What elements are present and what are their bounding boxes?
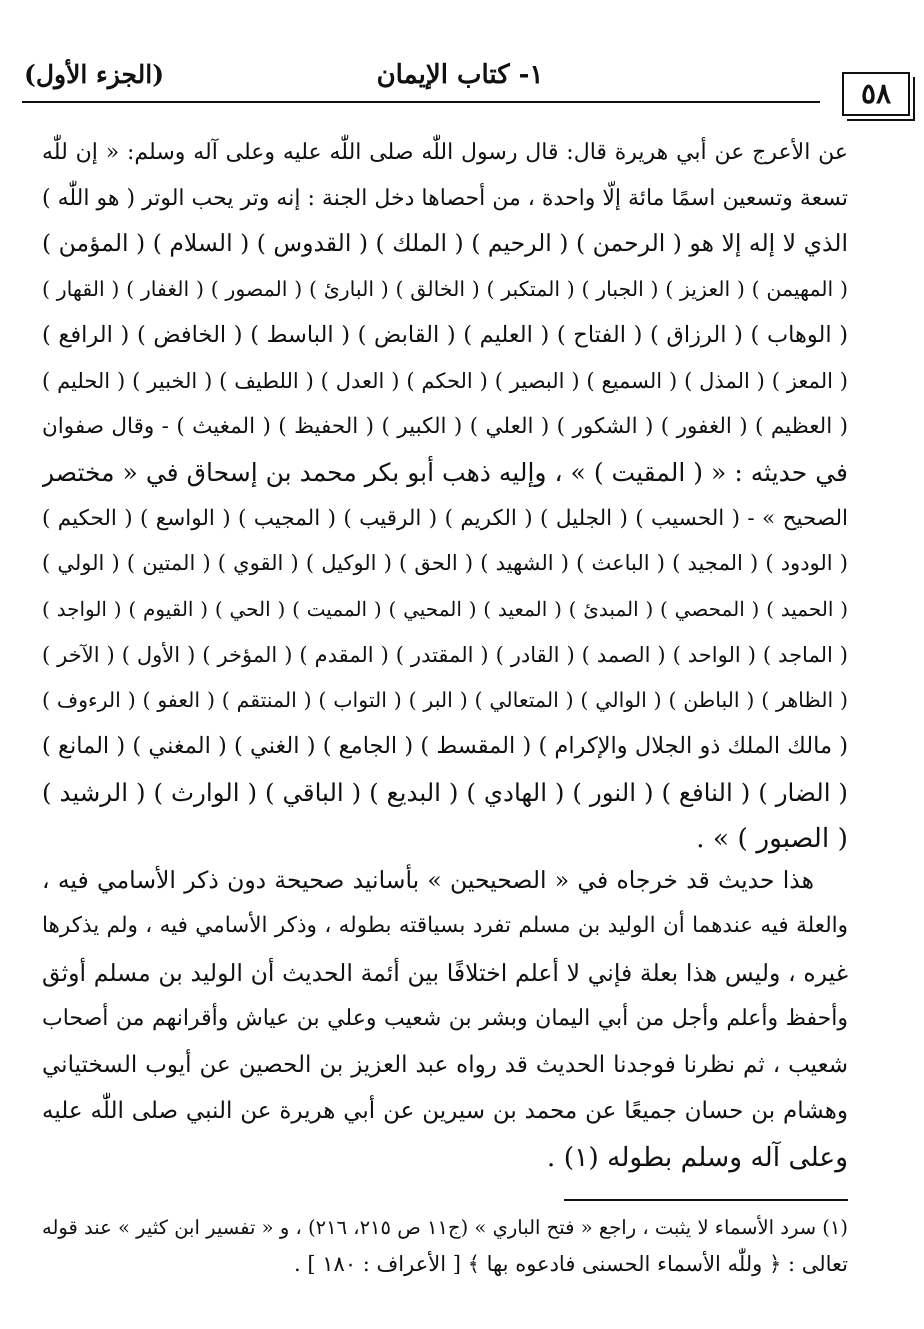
page-number: ٥٨ <box>860 77 892 110</box>
text-line: ( مالك الملك ذو الجلال والإكرام ) ( المقسط ) ( الجامع ) ( الغني ) ( المغني ) ( المانع ) <box>42 733 848 760</box>
hadith-text <box>42 130 848 861</box>
text-line: ( الحميد ) ( المحصي ) ( المبدئ ) ( المعيد ) ( المحيي ) ( المميت ) ( الحي ) ( القيوم ) ( الواجد ) <box>42 597 848 622</box>
text-line: ( المهيمن ) ( العزيز ) ( الجبار ) ( المتكبر ) ( الخالق ) ( البارئ ) ( المصور ) ( الغفار ) ( القهار ) <box>42 277 848 302</box>
text-line: ( الودود ) ( المجيد ) ( الباعث ) ( الشهيد ) ( الحق ) ( الوكيل ) ( القوي ) ( المتين ) ( الولي ) <box>42 551 848 576</box>
text-line: في حديثه : « ( المقيت ) » ، وإليه ذهب أبو بكر محمد بن إسحاق في « مختصر <box>42 457 848 487</box>
text-line: عن الأعرج عن أبي هريرة قال: قال رسول اللّٰه صلى اللّٰه عليه وعلى آله وسلم: « إن للّٰه <box>42 140 848 165</box>
text-line: ( الوهاب ) ( الرزاق ) ( الفتاح ) ( العليم ) ( القابض ) ( الباسط ) ( الخافض ) ( الرافع ) <box>42 321 848 348</box>
text-line: وعلى آله وسلم بطوله (١) . <box>546 1141 848 1173</box>
text-line: ( العظيم ) ( الغفور ) ( الشكور ) ( العلي ) ( الكبير ) ( الحفيظ ) ( المغيث ) - وقال صفوان <box>42 414 848 440</box>
header-rule <box>22 101 820 103</box>
text-line: وهشام بن حسان جميعًا عن محمد بن سيرين عن أبي هريرة عن النبي صلى اللّٰه عليه <box>42 1098 848 1125</box>
text-line: والعلة فيه عندهما أن الوليد بن مسلم تفرد بسياقته بطوله ، وذكر الأسامي فيه ، ولم يذكرها <box>42 913 848 939</box>
chapter-title: ١- كتاب الإيمان <box>376 60 544 90</box>
text-line: وأحفظ وأعلم وأجل من أبي اليمان وبشر بن شعيب وعلي بن عياش وأقرانهم من أصحاب <box>42 1005 848 1031</box>
page-number-box <box>842 72 910 116</box>
text-line: الذي لا إله إلا هو ( الرحمن ) ( الرحيم ) ( الملك ) ( القدوس ) ( السلام ) ( المؤمن ) <box>42 229 848 258</box>
text-line: ( الصبور ) » . <box>696 822 848 854</box>
text-line: ( الماجد ) ( الواحد ) ( الصمد ) ( القادر ) ( المقتدر ) ( المقدم ) ( المؤخر ) ( الأول ) ( الآخر ) <box>42 642 848 667</box>
text-line: هذا حديث قد خرجاه في « الصحيحين » بأسانيد صحيحة دون ذكر الأسامي فيه ، <box>42 866 814 894</box>
text-line: غيره ، وليس هذا بعلة فإني لا أعلم اختلافًا بين أئمة الحديث أن الوليد بن مسلم أوثق <box>42 958 848 987</box>
page-header <box>0 0 924 125</box>
text-line: الصحيح » - ( الحسيب ) ( الجليل ) ( الكريم ) ( الرقيب ) ( المجيب ) ( الواسع ) ( الحكيم ) <box>42 505 848 531</box>
text-line: ( الظاهر ) ( الباطن ) ( الوالي ) ( المتعالي ) ( البر ) ( التواب ) ( المنتقم ) ( العفو ) ( الرءوف ) <box>42 688 848 713</box>
footnote-line: تعالى : ﴿ وللّٰه الأسماء الحسنى فادعوه بها ﴾ [ الأعراف : ١٨٠ ] . <box>294 1252 848 1276</box>
footnote-line: (١) سرد الأسماء لا يثبت ، راجع « فتح الباري » (ج١١ ص ٢١٥، ٢١٦) ، و « تفسير ابن كثير » عند قوله <box>42 1216 848 1239</box>
text-line: تسعة وتسعين اسمًا مائة إلّا واحدة ، من أحصاها دخل الجنة : إنه وتر يحب الوتر ( هو اللّٰه ) <box>42 185 848 211</box>
commentary-text <box>42 857 848 1181</box>
text-line: شعيب ، ثم نظرنا فوجدنا الحديث قد رواه عبد العزيز بن الحصين عن أيوب السختياني <box>42 1052 848 1079</box>
footnotes <box>42 1210 848 1282</box>
footnote-divider <box>564 1199 848 1201</box>
text-line: ( المعز ) ( المذل ) ( السميع ) ( البصير ) ( الحكم ) ( العدل ) ( اللطيف ) ( الخبير ) ( الحليم ) <box>42 368 848 393</box>
text-line: ( الضار ) ( النافع ) ( النور ) ( الهادي ) ( البديع ) ( الباقي ) ( الوارث ) ( الرشيد ) <box>42 777 848 807</box>
volume-label: (الجزء الأول) <box>24 60 165 89</box>
